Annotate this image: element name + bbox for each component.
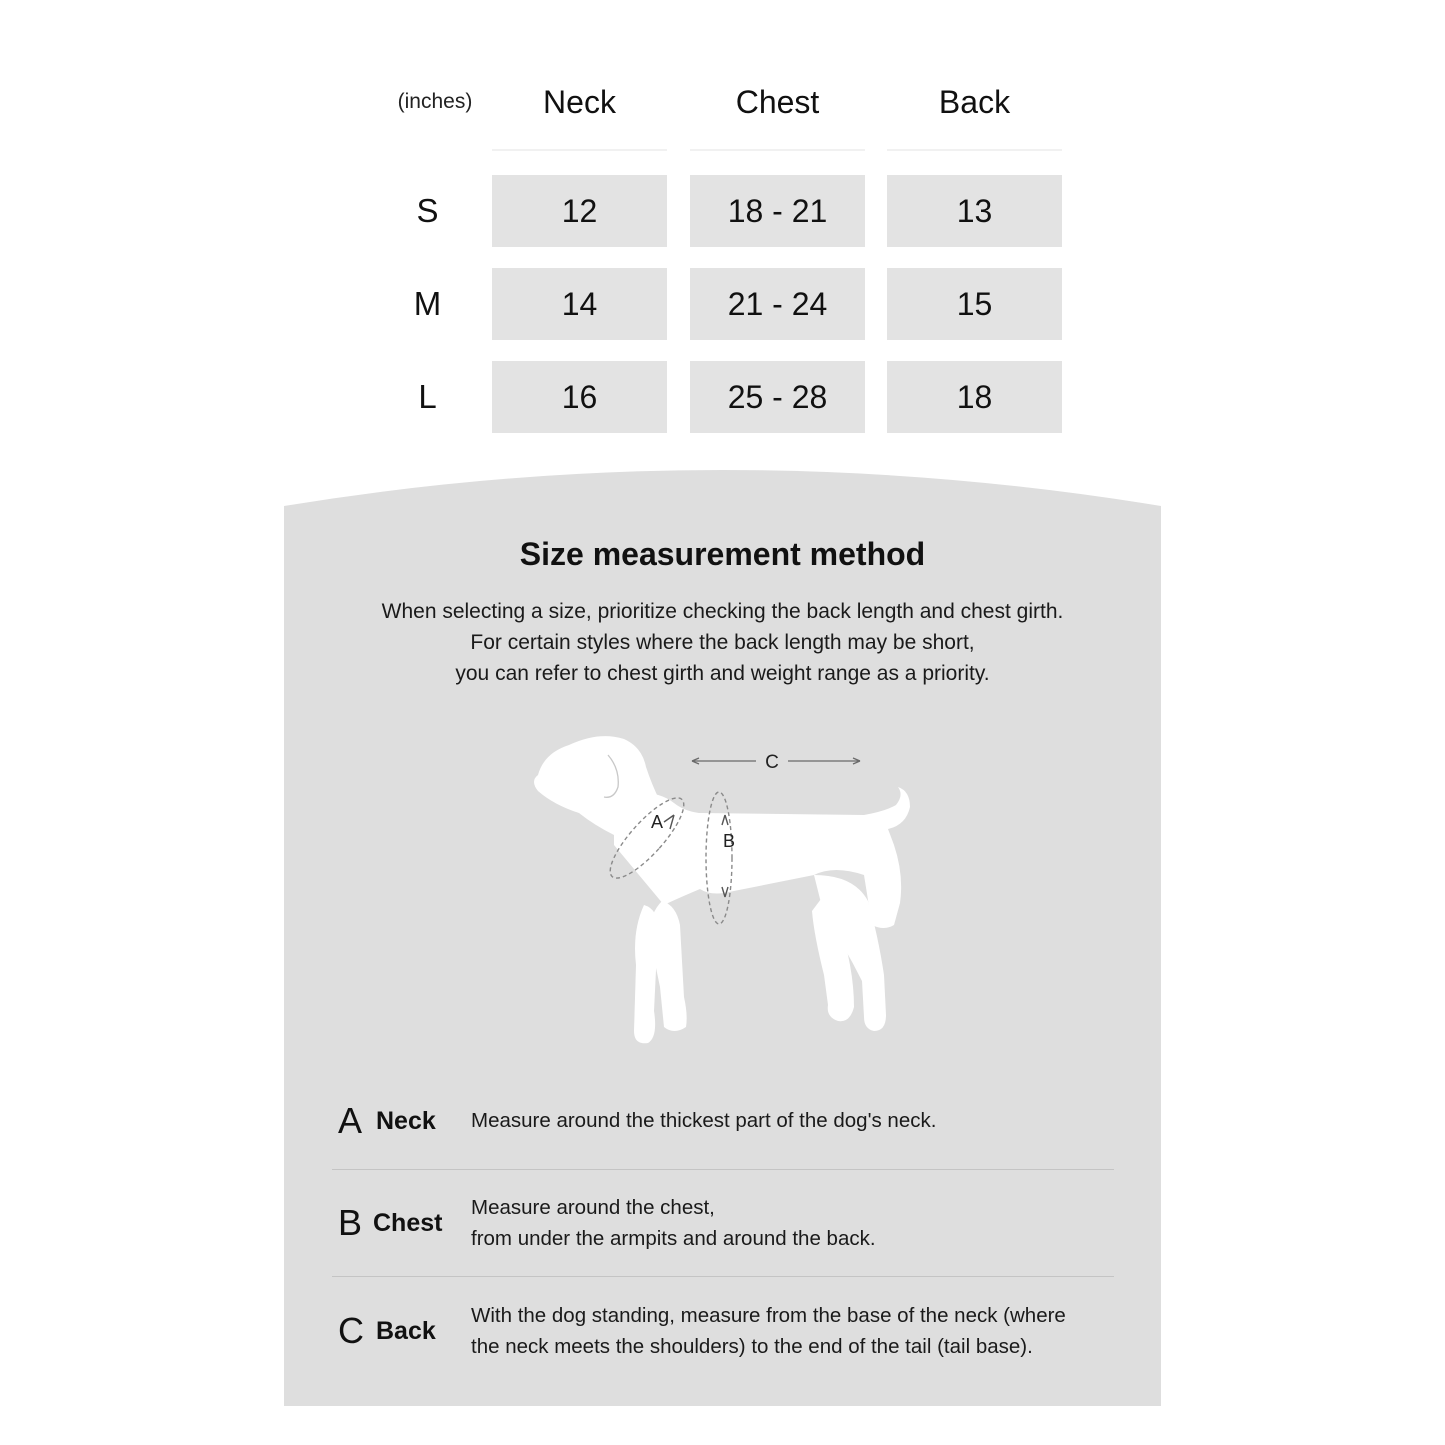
measurement-description xyxy=(471,1300,1066,1362)
measurement-letter: B xyxy=(338,1202,363,1243)
measurement-description-line: Measure around the chest, xyxy=(471,1196,715,1219)
table-cell-l-neck: 16 xyxy=(492,361,667,433)
section-description xyxy=(284,596,1161,689)
table-cell-m-chest: 21 - 24 xyxy=(690,268,865,340)
column-header-neck: Neck xyxy=(543,84,616,120)
table-cell-l-back: 18 xyxy=(887,361,1062,433)
section-title: Size measurement method xyxy=(519,536,926,572)
table-cell-m-back: 15 xyxy=(887,268,1062,340)
size-label-l: L xyxy=(418,378,437,415)
diagram-label-a: A xyxy=(650,812,664,832)
measurement-letter: C xyxy=(338,1310,364,1351)
measurement-description-line: the neck meets the shoulders) to the end of the tail (tail base). xyxy=(471,1335,1033,1358)
table-cell-s-chest: 18 - 21 xyxy=(690,175,865,247)
description-line: you can refer to chest girth and weight range as a priority. xyxy=(455,662,990,685)
diagram-label-b: B xyxy=(722,831,736,851)
dog-silhouette-icon xyxy=(534,736,910,1043)
measurement-description-line: With the dog standing, measure from the base of the neck (where xyxy=(471,1304,1066,1327)
measurement-description-line: from under the armpits and around the back. xyxy=(471,1227,876,1250)
dog-measurement-diagram xyxy=(524,725,924,1065)
column-header-chest: Chest xyxy=(735,84,820,120)
row-divider xyxy=(332,1276,1114,1277)
measurement-method-panel xyxy=(284,470,1161,1406)
measurement-row-chest xyxy=(332,1192,1114,1272)
measurement-description-line: Measure around the thickest part of the dog's neck. xyxy=(471,1109,937,1132)
header-underline xyxy=(492,149,667,151)
table-cell-s-back: 13 xyxy=(887,175,1062,247)
diagram-label-c: C xyxy=(765,752,779,773)
size-label-m: M xyxy=(413,285,442,322)
description-line: For certain styles where the back length may be short, xyxy=(470,631,975,654)
table-cell-s-neck: 12 xyxy=(492,175,667,247)
table-cell-l-chest: 25 - 28 xyxy=(690,361,865,433)
measurement-name: Neck xyxy=(376,1107,436,1135)
measurement-row-neck xyxy=(332,1100,1114,1160)
measurement-description xyxy=(471,1192,876,1254)
table-cell-m-neck: 14 xyxy=(492,268,667,340)
measurement-row-back xyxy=(332,1300,1114,1380)
row-divider xyxy=(332,1169,1114,1170)
measurement-name: Chest xyxy=(373,1209,443,1237)
size-label-s: S xyxy=(416,192,439,229)
description-line: When selecting a size, prioritize checking the back length and chest girth. xyxy=(381,600,1064,623)
size-table xyxy=(380,70,1080,450)
measurement-description xyxy=(471,1105,936,1136)
measurement-letter: A xyxy=(338,1100,363,1141)
header-underline xyxy=(690,149,865,151)
header-underline xyxy=(887,149,1062,151)
measurement-name: Back xyxy=(376,1317,436,1345)
column-header-back: Back xyxy=(938,84,1011,120)
unit-label: (inches) xyxy=(397,90,473,113)
